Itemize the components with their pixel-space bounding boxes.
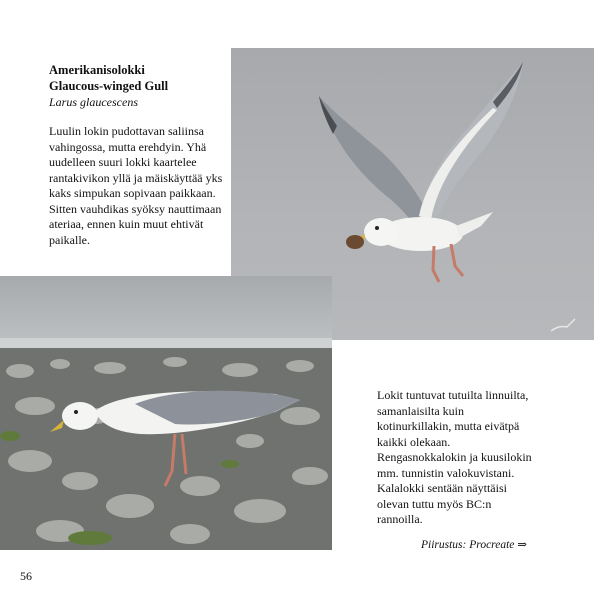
gull-shore-illustration	[0, 276, 332, 550]
illustration-credit	[421, 537, 527, 551]
species-name-english: Glaucous-winged Gull	[49, 79, 169, 93]
species-name-latin: Larus glaucescens	[49, 95, 138, 109]
story-paragraph-2: Lokit tuntuvat tutuilta linnuilta, samanlaisilta kuin kotinurkillakin, mutta eivätpä kaikki olekaan. Rengasnokkalokin ja kuusilokin mm. tunnistin valokuvistani. Kalalokki sentään näyttäisi olevan tuttu myös BC:n rannoilla.	[377, 388, 532, 526]
arrow-right-icon: ⇒	[517, 539, 528, 551]
species-name-finnish: Amerikanisolokki	[49, 63, 145, 77]
credit-text: Piirustus: Procreate	[421, 539, 515, 551]
story-paragraph-1: Luulin lokin pudottavan saliinsa vahingossa, mutta erehdyin. Yhä uudelleen suuri lokki kaartelee rantakivikon yllä ja mäiskäyttää yks kaks simpukan sopivaan paikkaan. Sitten vauhdikas syöksy nauttimaan ateriaa, ennen kuin muut ehtivät paikalle.	[49, 124, 223, 247]
page-number: 56	[20, 569, 32, 583]
photo-gull-on-rocky-shore	[0, 276, 332, 550]
species-title-block	[49, 62, 229, 110]
